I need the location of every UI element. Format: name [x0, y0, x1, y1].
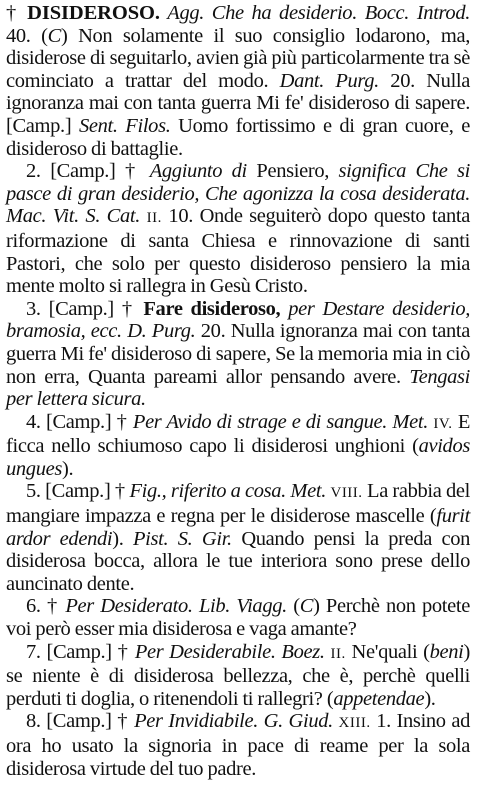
sense-text: 1. Insino ad ora ho usato la signoria in pace di reame per la sola disiderosa virtude del tuo padre.	[6, 710, 470, 780]
definition: Fig., riferito a cosa. Met.	[129, 480, 327, 503]
sense-number: 2. [Camp.] †	[26, 160, 150, 183]
book-number: VIII.	[330, 485, 363, 502]
sense-2	[6, 160, 470, 298]
citation: Pist. S. Gir.	[132, 527, 232, 550]
definition: Per Avido di strage e di sangue. Met.	[132, 410, 429, 433]
sense-text: Quando pensi la preda con disiderosa bocca, allora le tue interiora sono prese dello auncinato dente.	[6, 527, 471, 595]
book-number: II.	[146, 210, 162, 227]
headword: DISIDEROSO.	[27, 2, 160, 24]
sense-number: 7. [Camp.] †	[26, 640, 135, 663]
sense-text: Pensiero,	[246, 160, 339, 183]
sense-text: ).	[424, 687, 436, 710]
sense-text: ).	[61, 457, 74, 480]
sense-6	[6, 595, 470, 640]
sense-text: ) Perchè non potete voi però esser mia disiderosa e vaga amante?	[6, 595, 470, 641]
sense-text: Agg. Che ha desiderio. Bocc. Introd.	[159, 2, 470, 24]
sense-number: 5. [Camp.] †	[26, 480, 130, 503]
definition: Per Desiderato. Lib. Viagg.	[65, 595, 287, 618]
citation: Dant. Purg.	[279, 69, 379, 92]
sense-text: Uomo fortissimo e di gran cuore, e disideroso di battaglie.	[6, 114, 470, 160]
sense-text: (	[286, 595, 300, 618]
definition: Per Invidiabile. G. Giud.	[134, 710, 333, 733]
phrase: Fare disideroso,	[143, 297, 281, 320]
sense-1	[6, 2, 470, 160]
sense-text: C	[299, 595, 314, 618]
sense-text: E ficca nello schiumoso capo li disiderosi unghioni (	[6, 410, 470, 458]
latin-gloss: avidos ungues	[6, 435, 470, 480]
sense-text: 20. Nulla ignoranza mai con tanta guerra Mi fe' disideroso di sapere, Se la memoria mia in ciò non erra, Quanta pareami allor pensando avere.	[6, 320, 470, 388]
sense-text: Ne'quali (	[345, 640, 430, 663]
sense-3	[6, 298, 470, 411]
latin-gloss: furit ardor edendi	[6, 505, 470, 550]
sense-text: 10. Onde seguiterò dopo questo tanta riformazione di santa Chiesa e rinnovazione di santi Pastori, che solo per questo disideroso pensiero la mia mente molto si rallegra in Gesù Cristo.	[6, 205, 470, 298]
sense-text: La rabbia del mangiare impazza e regna per le disiderose mascelle (	[6, 480, 470, 528]
sense-text	[140, 205, 147, 227]
sense-number: 3. [Camp.] †	[26, 297, 144, 320]
latin-gloss: appetendae	[333, 687, 425, 710]
sense-number: 4. [Camp.] †	[26, 410, 133, 433]
sense-text: beni	[429, 640, 464, 663]
sense-text: Aggiunto di	[149, 160, 247, 183]
dagger-mark: †	[6, 2, 28, 24]
sense-number: 6. †	[26, 595, 66, 618]
sense-text: ) Non solamente il suo consiglio lodarono, ma, disiderose di seguitarlo, avien già più particolarmente tra sè cominciato a trattar del modo.	[6, 24, 470, 92]
definition: per Destare desiderio, bramosia, ecc. D. Purg.	[6, 297, 470, 343]
definition: significa Che si pasce di gran desiderio, Che agonizza la cosa desiderata. Mac. Vit. S. Cat.	[6, 160, 470, 228]
sense-text: Tengasi per lettera sicura.	[6, 365, 470, 411]
sense-7	[6, 641, 470, 711]
sense-text: 20. Nulla ignoranza mai con tanta guerra Mi fe' disideroso di sapere. [Camp.]	[6, 69, 471, 137]
citation: Sent. Filos.	[78, 114, 171, 137]
book-number: XIII.	[338, 715, 371, 732]
definition: Per Desiderabile. Boez.	[134, 640, 325, 663]
sense-text: ).	[112, 527, 133, 550]
sense-text: ) se niente è di disiderosa bellezza, che è, perchè quelli perduti ti doglia, o ritenendoli ti rallegri? (	[6, 640, 470, 710]
sense-8	[6, 710, 470, 780]
sense-4	[6, 411, 470, 481]
sense-number: 8. [Camp.] †	[26, 710, 135, 733]
book-number: IV.	[433, 415, 453, 432]
sense-text: C	[47, 24, 61, 47]
sense-text: 40. (	[6, 24, 48, 47]
book-number: II.	[330, 645, 346, 662]
sense-5	[6, 480, 470, 595]
